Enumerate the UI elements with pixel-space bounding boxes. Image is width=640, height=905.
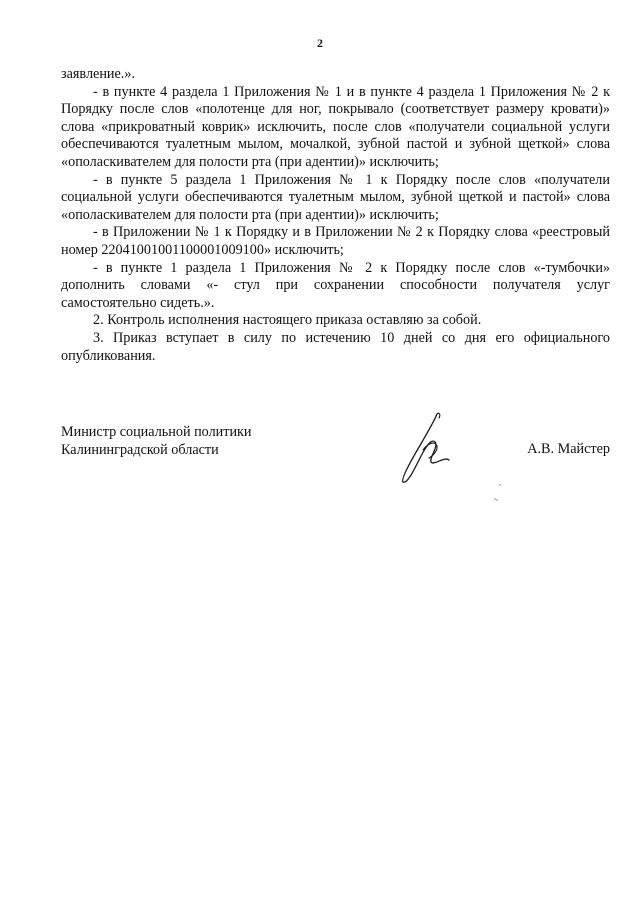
scan-artifact-dots	[486, 482, 506, 502]
signer-position-line-1: Министр социальной политики	[61, 424, 252, 440]
signer-name: А.В. Майстер	[527, 441, 610, 457]
document-body	[61, 66, 610, 365]
signer-position	[61, 424, 252, 459]
page-number: 2	[317, 36, 323, 50]
paragraph-item-1: - в пункте 4 раздела 1 Приложения № 1 и в пункте 4 раздела 1 Приложения № 2 к Порядку после слов «полотенце для ног, покрывало (соответствует размеру кровати)» слова «прикроватный коврик» исключить, после слов «получатели социальной услуги обеспечиваются туалетным мылом, мочалкой, зубной пастой и зубной щеткой» слова «ополаскивателем для полости рта (при адентии)» исключить;	[61, 83, 610, 170]
signature-block	[61, 424, 610, 504]
signer-position-line-2: Калининградской области	[61, 441, 219, 458]
paragraph-item-3: - в Приложении № 1 к Порядку и в Приложении № 2 к Порядку слова «реестровый номер 22041001001100001009100» исключить;	[61, 224, 610, 258]
paragraph-item-4: - в пункте 1 раздела 1 Приложения № 2 к Порядку после слов «-тумбочки» дополнить словами «- стул при сохранении способности получателя услуг самостоятельно сидеть.».	[61, 259, 610, 311]
paragraph-clause-2: 2. Контроль исполнения настоящего приказа оставляю за собой.	[93, 312, 482, 329]
handwritten-signature	[393, 410, 463, 486]
paragraph-continuation: заявление.».	[61, 66, 135, 82]
paragraph-item-2: - в пункте 5 раздела 1 Приложения № 1 к Порядку после слов «получатели социальной услуги обеспечиваются туалетным мылом, зубной щеткой и пастой» слова «ополаскивателем для полости рта (при адентии)» исключить;	[61, 171, 610, 223]
paragraph-clause-3: 3. Приказ вступает в силу по истечению 10 дней со дня его официального опубликования.	[61, 329, 610, 364]
